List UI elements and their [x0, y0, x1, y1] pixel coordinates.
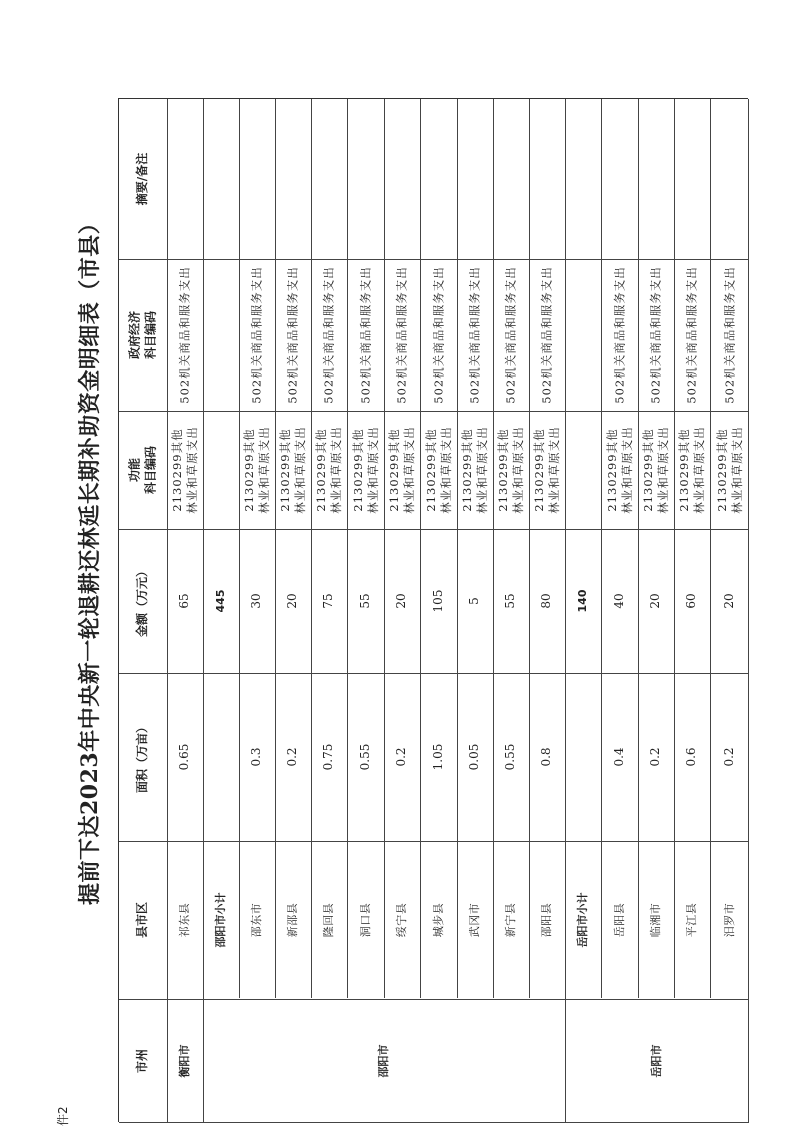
table-row-note [710, 99, 749, 259]
table-row-county [239, 841, 275, 999]
table-row-gov-code-text: 502机关商品和服务支出 [467, 266, 482, 404]
table-row-gov-code-text: 502机关商品和服务支出 [394, 266, 409, 404]
table-row-note [275, 99, 311, 259]
table-row-amount [493, 529, 529, 673]
table-row-func-code-text: 2130299其他 林业和草原支出 [460, 426, 489, 514]
table-row-amount-text: 60 [684, 593, 699, 609]
table-row-area [275, 673, 311, 841]
table-row-county-text: 平江县 [684, 902, 698, 938]
table-row-county-text: 临湘市 [648, 902, 662, 938]
table-row-amount-text: 20 [394, 593, 409, 609]
table-row-amount-text: 20 [721, 593, 736, 609]
table-row-area [529, 673, 565, 841]
table-row-county [275, 841, 311, 999]
table-row-func-code [674, 411, 710, 529]
table-row-area [638, 673, 674, 841]
table-row-county-text: 邵阳县 [539, 902, 553, 938]
table-row-note [203, 99, 239, 259]
table-row-county [601, 841, 638, 999]
city-group-shaoyang-text: 邵阳市 [376, 1044, 390, 1078]
table-row-gov-code-text: 502机关商品和服务支出 [684, 266, 699, 404]
table-row-gov-code [493, 259, 529, 411]
page-label: 件2 [56, 1106, 70, 1126]
table-row-county [710, 841, 749, 999]
table-row-county-text: 洞口县 [358, 902, 372, 938]
table-row-county-text: 武冈市 [467, 902, 481, 938]
city-group-shaoyang [203, 999, 565, 1123]
table-row-county-text: 汨罗市 [722, 902, 736, 938]
table-row-area [311, 673, 347, 841]
table-row-county-text: 隆回县 [321, 902, 335, 938]
table-row-note [457, 99, 493, 259]
table-row-amount-text: 445 [213, 589, 227, 613]
table-row-note [347, 99, 384, 259]
table-row-gov-code [239, 259, 275, 411]
table-row-amount [710, 529, 749, 673]
table-row-county [167, 841, 203, 999]
table-row-func-code-text: 2130299其他 林业和草原支出 [641, 426, 670, 514]
table-row-func-code-text: 2130299其他 林业和草原支出 [677, 426, 706, 514]
table-row-area [457, 673, 493, 841]
table-row-area-text: 0.2 [285, 747, 300, 767]
table-row-amount [420, 529, 457, 673]
table-row-note [311, 99, 347, 259]
table-row-city [167, 999, 203, 1123]
table-row-gov-code-text: 502机关商品和服务支出 [249, 266, 264, 404]
detail-table [118, 98, 748, 1122]
table-row-county [384, 841, 420, 999]
table-row-county [493, 841, 529, 999]
table-row-func-code [601, 411, 638, 529]
header-func-code-text: 功能 科目编码 [127, 445, 157, 495]
table-row-county-text: 邵东市 [249, 902, 263, 938]
table-row-area-text: 0.55 [357, 743, 372, 771]
table-row-func-code [457, 411, 493, 529]
table-row-amount-text: 20 [648, 593, 663, 609]
table-row-amount [203, 529, 239, 673]
table-row-gov-code [347, 259, 384, 411]
table-row-amount [601, 529, 638, 673]
table-row-amount [674, 529, 710, 673]
table-row-amount [638, 529, 674, 673]
table-row-gov-code-text: 502机关商品和服务支出 [358, 266, 373, 404]
table-row-area-text: 0.75 [321, 743, 336, 771]
table-row-amount [347, 529, 384, 673]
page-title: 提前下达2023年中央新一轮退耕还林延长期补助资金明细表（市县） [77, 211, 103, 905]
table-row-func-code-text: 2130299其他 林业和草原支出 [314, 426, 343, 514]
table-row-note [493, 99, 529, 259]
table-row-note [674, 99, 710, 259]
header-gov-code [119, 259, 167, 411]
table-row-county [565, 841, 601, 999]
table-row-amount-text: 30 [249, 593, 264, 609]
table-row-gov-code [203, 259, 239, 411]
table-row-amount-text: 80 [539, 593, 554, 609]
table-row-area [565, 673, 601, 841]
header-area-text: 面积（万亩） [135, 720, 150, 794]
table-row-gov-code [674, 259, 710, 411]
table-row-area [420, 673, 457, 841]
table-row-gov-code-text: 502机关商品和服务支出 [321, 266, 336, 404]
table-row-county [347, 841, 384, 999]
table-row-gov-code [420, 259, 457, 411]
table-row-amount-text: 75 [321, 593, 336, 609]
header-county [119, 841, 167, 999]
table-row-note [167, 99, 203, 259]
table-row-gov-code-text: 502机关商品和服务支出 [431, 266, 446, 404]
header-city-text: 市州 [135, 1048, 150, 1074]
table-row-amount [457, 529, 493, 673]
table-row-func-code [384, 411, 420, 529]
table-row-gov-code [311, 259, 347, 411]
table-row-area [203, 673, 239, 841]
table-row-func-code [529, 411, 565, 529]
table-row-area-text: 0.2 [648, 747, 663, 767]
table-row-county-text: 城步县 [431, 902, 445, 938]
table-row-amount [565, 529, 601, 673]
table-row-area-text: 0.8 [539, 747, 554, 767]
header-gov-code-text: 政府经济 科目编码 [127, 310, 157, 360]
table-row-county [420, 841, 457, 999]
table-row-area-text: 0.2 [394, 747, 409, 767]
table-row-func-code-text: 2130299其他 林业和草原支出 [242, 426, 271, 514]
table-row-note [638, 99, 674, 259]
table-row-county [674, 841, 710, 999]
city-group-yueyang [565, 999, 749, 1123]
table-row-amount [311, 529, 347, 673]
table-row-note [529, 99, 565, 259]
table-row-func-code-text: 2130299其他 林业和草原支出 [350, 426, 380, 514]
table-row-area [167, 673, 203, 841]
table-row-amount-text: 105 [430, 589, 445, 613]
table-row-note [601, 99, 638, 259]
header-amount [119, 529, 167, 673]
table-row-func-code [420, 411, 457, 529]
header-note [119, 99, 167, 259]
table-row-func-code-text: 2130299其他 林业和草原支出 [278, 426, 307, 514]
table-row-gov-code [384, 259, 420, 411]
table-row-func-code [275, 411, 311, 529]
table-row-gov-code [710, 259, 749, 411]
table-row-func-code [347, 411, 384, 529]
header-city [119, 999, 167, 1123]
table-row-amount [384, 529, 420, 673]
table-row-county [203, 841, 239, 999]
header-area [119, 673, 167, 841]
table-row-county [311, 841, 347, 999]
table-row-func-code-text: 2130299其他 林业和草原支出 [423, 426, 453, 514]
header-note-text: 摘要/备注 [135, 152, 150, 206]
table-row-area [239, 673, 275, 841]
table-row-func-code [493, 411, 529, 529]
table-row-area-text: 1.05 [430, 743, 445, 771]
table-row-gov-code [167, 259, 203, 411]
table-row-note [420, 99, 457, 259]
table-row-gov-code [275, 259, 311, 411]
table-row-county [638, 841, 674, 999]
header-county-text: 县市区 [135, 901, 150, 939]
table-row-gov-code-text: 502机关商品和服务支出 [285, 266, 300, 404]
table-row-county [457, 841, 493, 999]
table-row-area [347, 673, 384, 841]
table-row-func-code [565, 411, 601, 529]
table-row-func-code [638, 411, 674, 529]
table-row-note [565, 99, 601, 259]
table-row-county-text: 新宁县 [503, 902, 517, 938]
table-row-gov-code [565, 259, 601, 411]
table-row-area [493, 673, 529, 841]
table-row-amount-text: 40 [611, 593, 626, 609]
table-row-area-text: 0.55 [503, 743, 518, 771]
table-row-county-text: 邵阳市小计 [213, 892, 227, 948]
table-row-area [384, 673, 420, 841]
table-row-func-code-text: 2130299其他 林业和草原支出 [532, 426, 561, 514]
table-row-amount-text: 55 [503, 593, 518, 609]
table-row-note [239, 99, 275, 259]
table-row-note [384, 99, 420, 259]
table-row-county-text: 岳阳县 [612, 902, 626, 938]
table-row-amount-text: 140 [575, 589, 589, 613]
table-row-county-text: 祁东县 [177, 902, 191, 938]
table-row-gov-code-text: 502机关商品和服务支出 [539, 266, 554, 404]
table-row-gov-code [638, 259, 674, 411]
table-row-gov-code [529, 259, 565, 411]
table-row-area-text: 0.65 [177, 743, 192, 771]
table-row-gov-code-text: 502机关商品和服务支出 [648, 266, 663, 404]
table-row-amount-text: 65 [177, 593, 192, 609]
table-row-amount-text: 20 [285, 593, 300, 609]
table-row-area-text: 0.2 [721, 747, 736, 767]
header-amount-text: 金额（万元） [135, 564, 150, 638]
table-row-county-text: 岳阳市小计 [575, 892, 589, 948]
city-group-yueyang-text: 岳阳市 [649, 1044, 663, 1078]
table-row-area-text: 0.6 [684, 747, 699, 767]
table-row-func-code [311, 411, 347, 529]
table-row-func-code-text: 2130299其他 林业和草原支出 [604, 426, 634, 514]
table-row-func-code [710, 411, 749, 529]
table-row-func-code [239, 411, 275, 529]
table-row-area [710, 673, 749, 841]
header-func-code [119, 411, 167, 529]
table-row-area-text: 0.05 [467, 743, 482, 771]
table-row-area-text: 0.4 [611, 747, 626, 767]
table-row-func-code-text: 2130299其他 林业和草原支出 [496, 426, 525, 514]
table-row-gov-code-text: 502机关商品和服务支出 [503, 266, 518, 404]
table-row-amount [529, 529, 565, 673]
table-row-amount [275, 529, 311, 673]
table-row-amount-text: 5 [467, 597, 482, 605]
table-row-amount [239, 529, 275, 673]
table-row-func-code [167, 411, 203, 529]
table-row-gov-code-text: 502机关商品和服务支出 [612, 266, 627, 404]
table-row-gov-code-text: 502机关商品和服务支出 [722, 266, 737, 404]
table-row-area-text: 0.3 [249, 747, 264, 767]
table-row-gov-code [601, 259, 638, 411]
table-row-func-code-text: 2130299其他 林业和草原支出 [170, 426, 199, 514]
table-row-county-text: 绥宁县 [394, 902, 408, 938]
table-row-amount-text: 55 [357, 593, 372, 609]
table-row-county-text: 新邵县 [285, 902, 299, 938]
table-row-area [601, 673, 638, 841]
table-row-gov-code [457, 259, 493, 411]
table-row-amount [167, 529, 203, 673]
table-row-func-code-text: 2130299其他 林业和草原支出 [714, 426, 744, 514]
table-row-func-code-text: 2130299其他 林业和草原支出 [387, 426, 416, 514]
table-row-county [529, 841, 565, 999]
table-row-city-text: 衡阳市 [177, 1044, 191, 1078]
table-row-gov-code-text: 502机关商品和服务支出 [177, 266, 192, 404]
table-row-area [674, 673, 710, 841]
table-row-func-code [203, 411, 239, 529]
